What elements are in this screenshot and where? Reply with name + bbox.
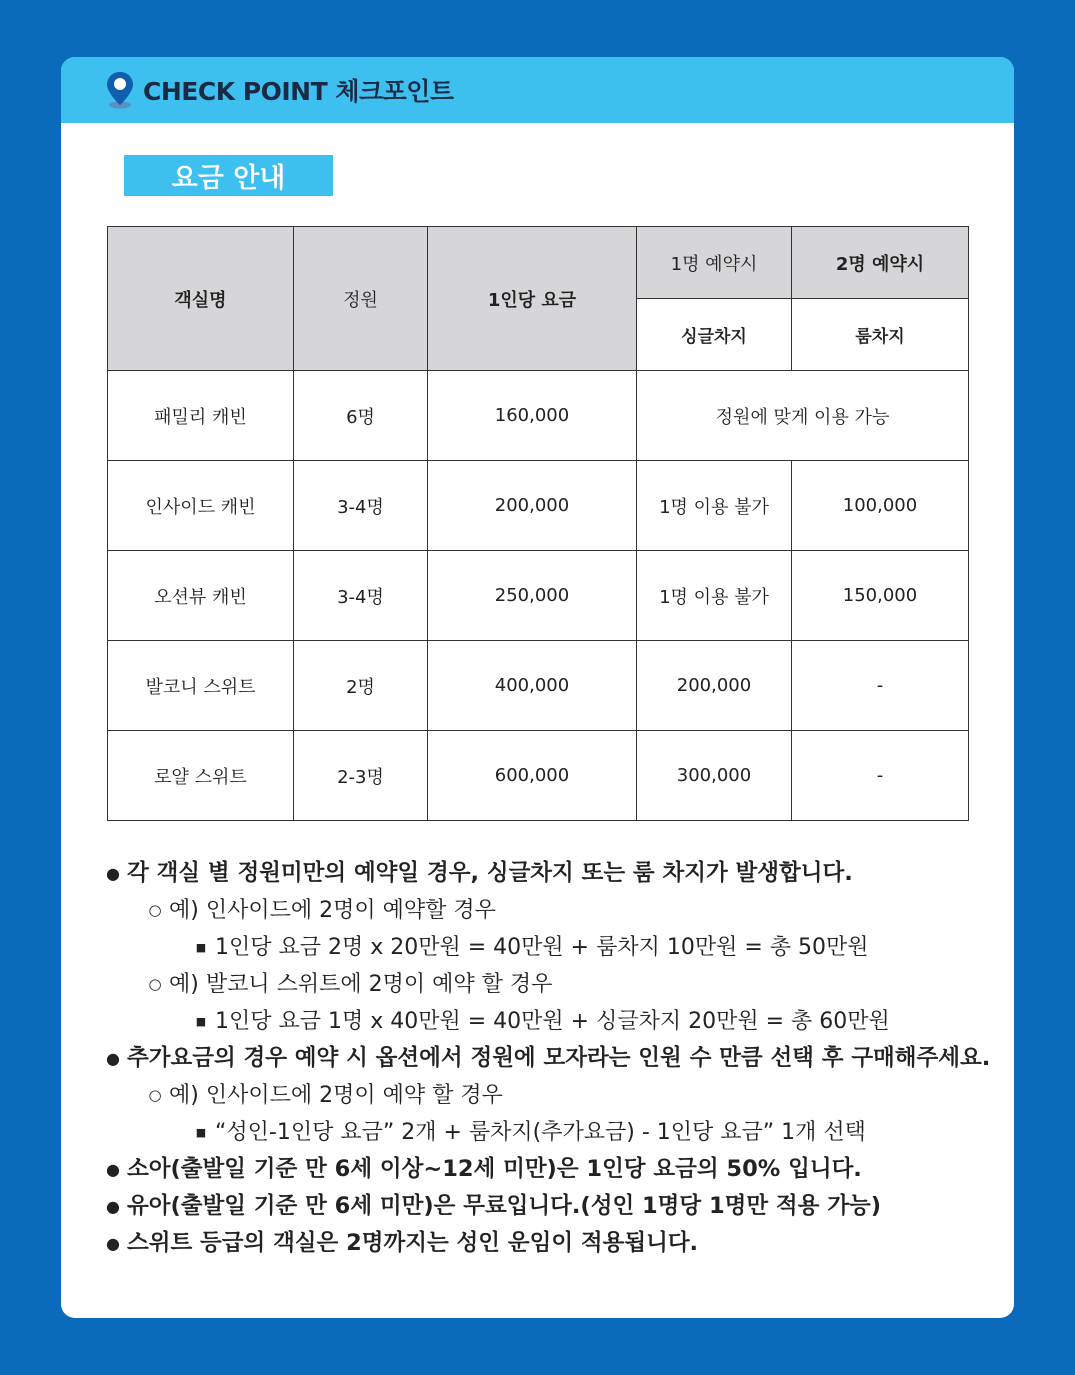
note-item <box>99 929 999 966</box>
price-cell: 200,000 <box>428 461 637 551</box>
card-header <box>61 57 1014 123</box>
header-single-charge: 싱글차지 <box>637 299 792 371</box>
note-item <box>99 855 999 892</box>
room-name-cell: 오션뷰 캐빈 <box>108 551 294 641</box>
merged-note-cell: 정원에 맞게 이용 가능 <box>637 371 969 461</box>
square-bullet-icon: ■ <box>195 1015 207 1028</box>
price-cell: 400,000 <box>428 641 637 731</box>
location-pin-icon <box>105 71 135 109</box>
room-charge-cell: 100,000 <box>792 461 969 551</box>
table-row <box>108 731 969 821</box>
note-text: 스위트 등급의 객실은 2명까지는 성인 운임이 적용됩니다. <box>127 1230 699 1256</box>
header-two-person-booking: 2명 예약시 <box>792 227 969 299</box>
capacity-cell: 3-4명 <box>294 461 428 551</box>
checkpoint-card <box>61 57 1014 1318</box>
header-capacity: 정원 <box>294 227 428 371</box>
room-charge-cell: 150,000 <box>792 551 969 641</box>
note-text: “성인-1인당 요금” 2개 + 룸차지(추가요금) - 1인당 요금” 1개 선택 <box>215 1120 866 1145</box>
note-text: 소아(출발일 기준 만 6세 이상~12세 미만)은 1인당 요금의 50% 입니다. <box>127 1156 862 1182</box>
room-name-cell: 발코니 스위트 <box>108 641 294 731</box>
table-row <box>108 461 969 551</box>
note-item <box>99 1114 999 1151</box>
note-text: 추가요금의 경우 예약 시 옵션에서 정원에 모자라는 인원 수 만큼 선택 후 구매해주세요. <box>127 1045 991 1071</box>
square-bullet-icon: ■ <box>195 941 207 954</box>
price-cell: 600,000 <box>428 731 637 821</box>
filled-circle-bullet-icon: ● <box>106 864 120 883</box>
filled-circle-bullet-icon: ● <box>106 1197 120 1216</box>
note-item <box>99 1040 999 1077</box>
note-text: 1인당 요금 1명 x 40만원 = 40만원 + 싱글차지 20만원 = 총 60만원 <box>215 1009 890 1034</box>
header-room-charge: 룸차지 <box>792 299 969 371</box>
notes-list <box>99 855 999 1262</box>
note-item <box>99 892 999 929</box>
note-item <box>99 1188 999 1225</box>
room-name-cell: 로얄 스위트 <box>108 731 294 821</box>
room-name-cell: 패밀리 캐빈 <box>108 371 294 461</box>
capacity-cell: 2명 <box>294 641 428 731</box>
square-bullet-icon: ■ <box>195 1126 207 1139</box>
rate-table <box>107 226 969 821</box>
room-charge-cell: - <box>792 731 969 821</box>
hollow-circle-bullet-icon: ○ <box>148 1086 162 1104</box>
header-one-person-booking: 1명 예약시 <box>637 227 792 299</box>
note-item <box>99 966 999 1003</box>
hollow-circle-bullet-icon: ○ <box>148 975 162 993</box>
note-item <box>99 1077 999 1114</box>
filled-circle-bullet-icon: ● <box>106 1160 120 1179</box>
note-item <box>99 1151 999 1188</box>
price-cell: 250,000 <box>428 551 637 641</box>
table-row <box>108 641 969 731</box>
filled-circle-bullet-icon: ● <box>106 1049 120 1068</box>
table-row <box>108 551 969 641</box>
room-name-cell: 인사이드 캐빈 <box>108 461 294 551</box>
capacity-cell: 2-3명 <box>294 731 428 821</box>
header-title: CHECK POINT 체크포인트 <box>143 77 454 106</box>
single-charge-cell: 1명 이용 불가 <box>637 551 792 641</box>
note-item <box>99 1225 999 1262</box>
header-per-person: 1인당 요금 <box>428 227 637 371</box>
table-header-row <box>108 227 969 299</box>
note-text: 예) 발코니 스위트에 2명이 예약 할 경우 <box>169 972 553 997</box>
capacity-cell: 6명 <box>294 371 428 461</box>
price-cell: 160,000 <box>428 371 637 461</box>
room-charge-cell: - <box>792 641 969 731</box>
header-room-name: 객실명 <box>108 227 294 371</box>
capacity-cell: 3-4명 <box>294 551 428 641</box>
hollow-circle-bullet-icon: ○ <box>148 901 162 919</box>
table-row <box>108 371 969 461</box>
single-charge-cell: 300,000 <box>637 731 792 821</box>
note-text: 예) 인사이드에 2명이 예약할 경우 <box>169 898 496 923</box>
note-text: 각 객실 별 정원미만의 예약일 경우, 싱글차지 또는 룸 차지가 발생합니다. <box>127 860 853 886</box>
filled-circle-bullet-icon: ● <box>106 1234 120 1253</box>
section-title: 요금 안내 <box>124 155 333 196</box>
note-text: 1인당 요금 2명 x 20만원 = 40만원 + 룸차지 10만원 = 총 50만원 <box>215 935 869 960</box>
single-charge-cell: 200,000 <box>637 641 792 731</box>
note-item <box>99 1003 999 1040</box>
note-text: 유아(출발일 기준 만 6세 미만)은 무료입니다.(성인 1명당 1명만 적용 가능) <box>127 1193 881 1219</box>
single-charge-cell: 1명 이용 불가 <box>637 461 792 551</box>
note-text: 예) 인사이드에 2명이 예약 할 경우 <box>169 1083 503 1108</box>
